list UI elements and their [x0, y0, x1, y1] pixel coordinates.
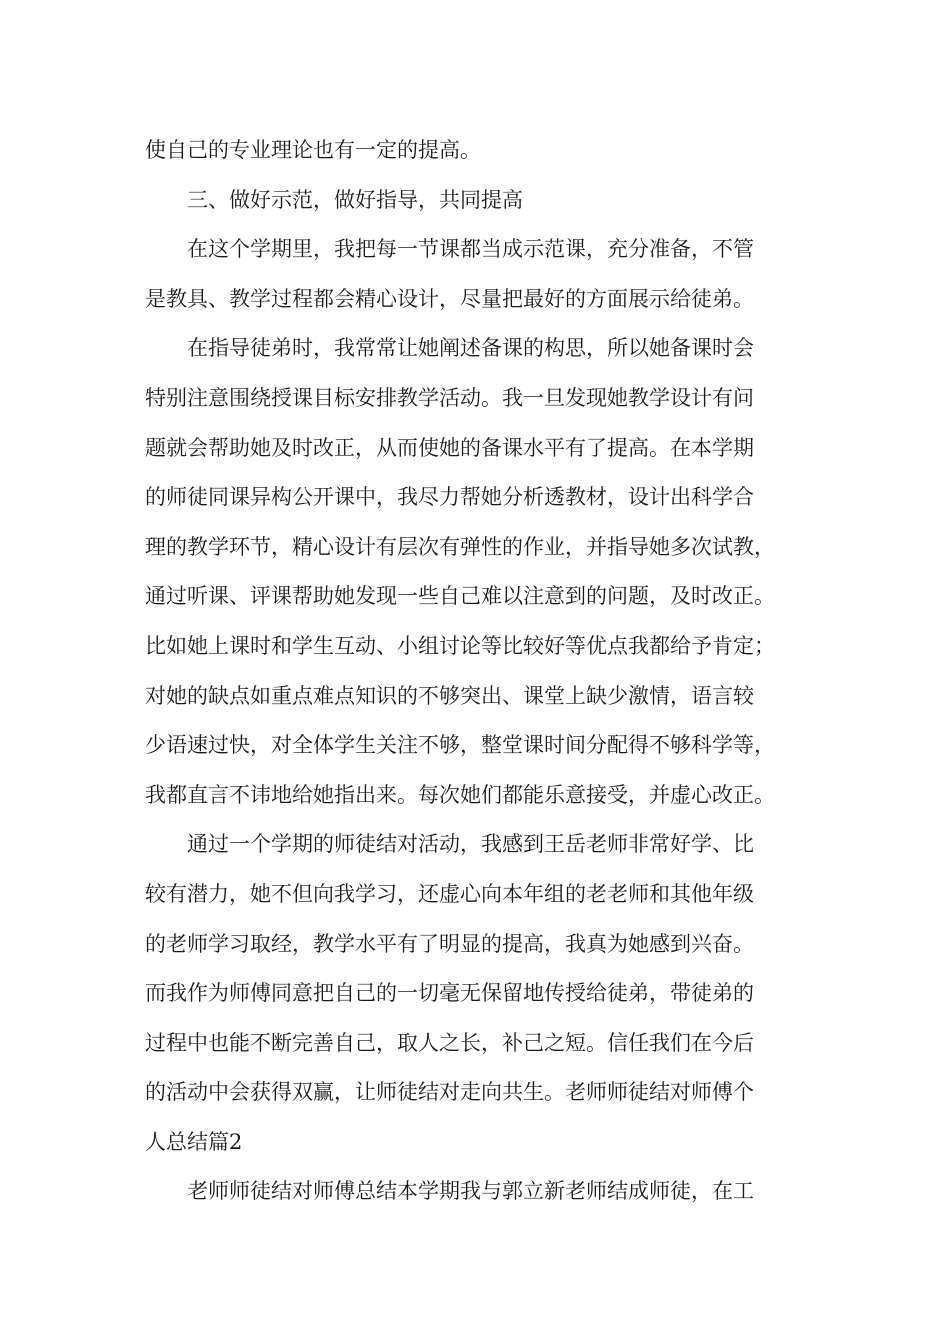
text-line: 在这个学期里，我把每一节课都当成示范课，充分准备，不管 — [187, 237, 754, 262]
text-line: 少语速过快，对全体学生关注不够，整堂课时间分配得不够科学等， — [145, 733, 775, 758]
text-line: 比如她上课时和学生互动、小组讨论等比较好等优点我都给予肯定； — [145, 633, 775, 658]
document-body — [145, 126, 807, 1217]
text-line: 过程中也能不断完善自己，取人之长，补己之短。信任我们在今后 — [145, 1030, 754, 1055]
text-line: 老师师徒结对师傅总结本学期我与郭立新老师结成师徒，在工 — [187, 1179, 754, 1204]
text-line: 的老师学习取经，教学水平有了明显的提高，我真为她感到兴奋。 — [145, 931, 754, 956]
text-line: 理的教学环节，精心设计有层次有弹性的作业，并指导她多次试教， — [145, 534, 775, 559]
section-heading: 三、做好示范，做好指导，共同提高 — [187, 187, 523, 212]
text-line: 特别注意围绕授课目标安排教学活动。我一旦发现她教学设计有问 — [145, 385, 754, 410]
text-line: 是教具、教学过程都会精心设计，尽量把最好的方面展示给徒弟。 — [145, 286, 754, 311]
text-line: 题就会帮助她及时改正，从而使她的备课水平有了提高。在本学期 — [145, 435, 754, 460]
text-line: 使自己的专业理论也有一定的提高。 — [145, 138, 481, 162]
text-line: 我都直言不讳地给她指出来。每次她们都能乐意接受，并虚心改正。 — [145, 782, 775, 807]
text-line: 较有潜力，她不但向我学习，还虚心向本年组的老老师和其他年级 — [145, 881, 754, 906]
text-line: 而我作为师傅同意把自己的一切毫无保留地传授给徒弟，带徒弟的 — [145, 981, 754, 1006]
text-line: 的活动中会获得双赢，让师徒结对走向共生。老师师徒结对师傅个 — [145, 1080, 754, 1105]
text-line: 人总结篇2 — [145, 1129, 243, 1154]
text-line: 对她的缺点如重点难点知识的不够突出、课堂上缺少激情，语言较 — [145, 683, 754, 708]
text-line: 在指导徒弟时，我常常让她阐述备课的构思，所以她备课时会 — [187, 336, 754, 361]
text-line: 的师徒同课异构公开课中，我尽力帮她分析透教材，设计出科学合 — [145, 485, 754, 510]
text-line: 通过听课、评课帮助她发现一些自己难以注意到的问题，及时改正。 — [145, 584, 775, 609]
text-line: 通过一个学期的师徒结对活动，我感到王岳老师非常好学、比 — [187, 832, 754, 857]
